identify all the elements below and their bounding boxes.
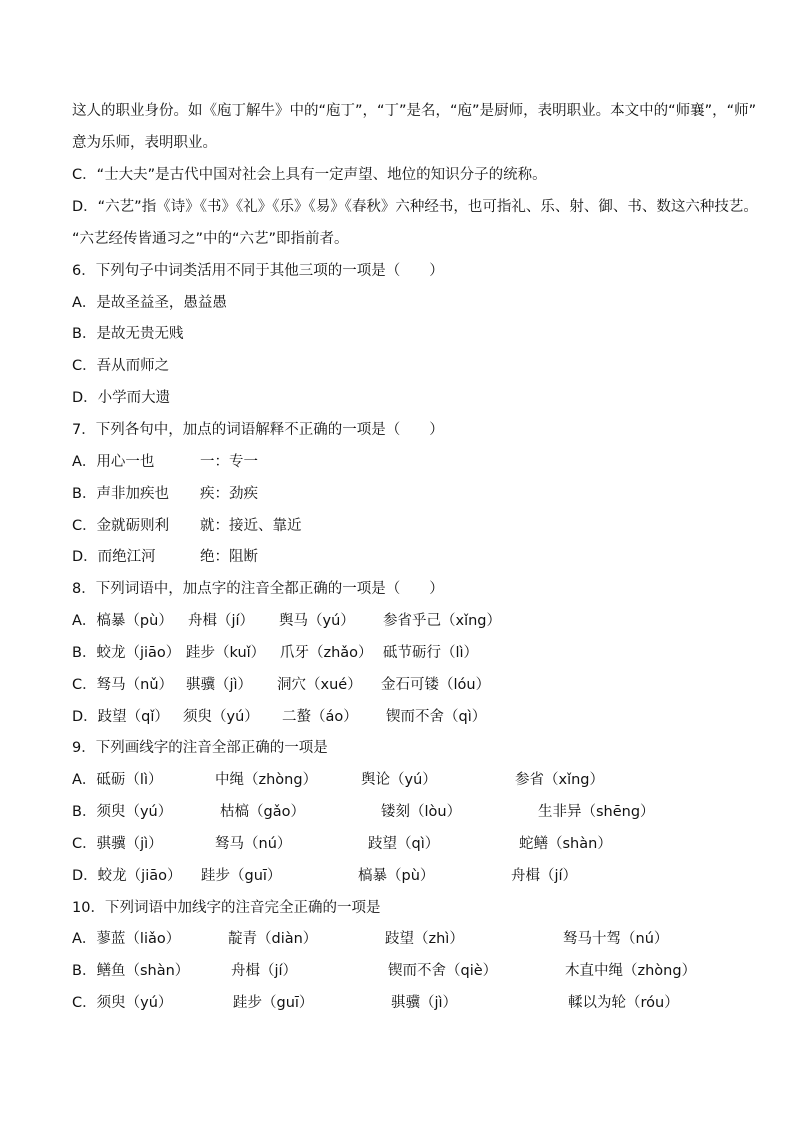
word-1: A．槁暴（pù） <box>72 613 173 629</box>
word-2: 中绳（zhòng） <box>215 772 318 788</box>
question-6-option-a: A．是故圣益圣，愚益愚 <box>72 295 227 311</box>
word-1: D．跂望（qǐ） <box>72 709 169 725</box>
question-6-option-b: B．是故无贵无贱 <box>72 326 184 342</box>
word-3: 镂刻（lòu） <box>381 804 462 820</box>
word-2: 舟楫（jí） <box>231 963 298 979</box>
word-2: 跬步（guī） <box>201 868 282 884</box>
word-4: 参省乎己（xǐng） <box>383 613 502 629</box>
option-sentence: C．金就砺则利 <box>72 518 170 534</box>
word-2: 驽马（nú） <box>215 836 292 852</box>
word-3: 跂望（qì） <box>368 836 440 852</box>
option-d-text: D．“六艺”指《诗》《书》《礼》《乐》《易》《春秋》六种经书，也可指礼、乐、射、御、书、数这六种技艺。 <box>72 199 758 215</box>
word-3: 二螯（áo） <box>282 709 358 725</box>
option-sentence: B．声非加疾也 <box>72 486 169 502</box>
word-4: 蛇鳝（shàn） <box>519 836 612 852</box>
question-6-stem: 6．下列句子中词类活用不同于其他三项的一项是（ ） <box>72 263 444 279</box>
word-4: 金石可镂（lóu） <box>381 677 491 693</box>
question-7-stem: 7．下列各句中，加点的词语解释不正确的一项是（ ） <box>72 422 444 438</box>
question-10-stem: 10．下列词语中加线字的注音完全正确的一项是 <box>72 900 381 916</box>
word-1: C．驽马（nǔ） <box>72 677 174 693</box>
word-4: 輮以为轮（róu） <box>568 995 679 1011</box>
word-2: 跬步（kuǐ） <box>186 645 266 661</box>
word-3: 爪牙（zhǎo） <box>280 645 373 661</box>
option-c-text: C．“士大夫”是古代中国对社会上具有一定声望、地位的知识分子的统称。 <box>72 167 547 183</box>
word-2: 枯槁（gǎo） <box>220 804 305 820</box>
word-3: 洞穴（xué） <box>277 677 362 693</box>
word-2: 跬步（guī） <box>233 995 314 1011</box>
word-3: 骐骥（jì） <box>391 995 458 1011</box>
option-explanation: 一：专一 <box>200 454 258 470</box>
word-4: 木直中绳（zhòng） <box>565 963 697 979</box>
question-9-stem: 9．下列画线字的注音全部正确的一项是 <box>72 740 328 756</box>
word-4: 生非异（shēng） <box>538 804 655 820</box>
word-3: 舆论（yú） <box>361 772 437 788</box>
word-1: A．砥砺（lì） <box>72 772 163 788</box>
word-3: 槁暴（pù） <box>358 868 435 884</box>
question-8-stem: 8．下列词语中，加点字的注音全都正确的一项是（ ） <box>72 581 444 597</box>
word-2: 骐骥（jì） <box>186 677 253 693</box>
word-1: B．鳝鱼（shàn） <box>72 963 190 979</box>
option-explanation: 就：接近、靠近 <box>200 518 302 534</box>
word-1: C．须臾（yú） <box>72 995 173 1011</box>
option-sentence: D．而绝江河 <box>72 549 156 565</box>
word-4: 锲而不舍（qì） <box>386 709 487 725</box>
word-2: 靛青（diàn） <box>228 931 318 947</box>
word-3: 跂望（zhì） <box>385 931 464 947</box>
option-explanation: 绝：阻断 <box>200 549 258 565</box>
word-1: A．蓼蓝（liǎo） <box>72 931 181 947</box>
word-1: B．蛟龙（jiāo） <box>72 645 181 661</box>
option-d-continued: “六艺经传皆通习之”中的“六艺”即指前者。 <box>72 231 349 247</box>
option-sentence: A．用心一也 <box>72 454 155 470</box>
word-2: 须臾（yú） <box>183 709 259 725</box>
word-4: 舟楫（jí） <box>511 868 578 884</box>
intro-line-1: 这人的职业身份。如《庖丁解牛》中的“庖丁”，“丁”是名，“庖”是厨师，表明职业。本文中的“师襄”，“师” <box>72 103 757 119</box>
word-4: 驽马十驾（nú） <box>563 931 669 947</box>
intro-line-2: 意为乐师，表明职业。 <box>72 135 217 151</box>
question-6-option-c: C．吾从而师之 <box>72 358 170 374</box>
question-6-option-d: D．小学而大遗 <box>72 390 171 406</box>
word-3: 舆马（yú） <box>279 613 355 629</box>
word-4: 参省（xǐng） <box>515 772 605 788</box>
word-4: 砥节砺行（lì） <box>383 645 479 661</box>
word-1: D．蛟龙（jiāo） <box>72 868 182 884</box>
word-1: B．须臾（yú） <box>72 804 173 820</box>
word-2: 舟楫（jí） <box>188 613 255 629</box>
word-3: 锲而不舍（qiè） <box>388 963 498 979</box>
option-explanation: 疾：劲疾 <box>200 486 258 502</box>
word-1: C．骐骥（jì） <box>72 836 163 852</box>
